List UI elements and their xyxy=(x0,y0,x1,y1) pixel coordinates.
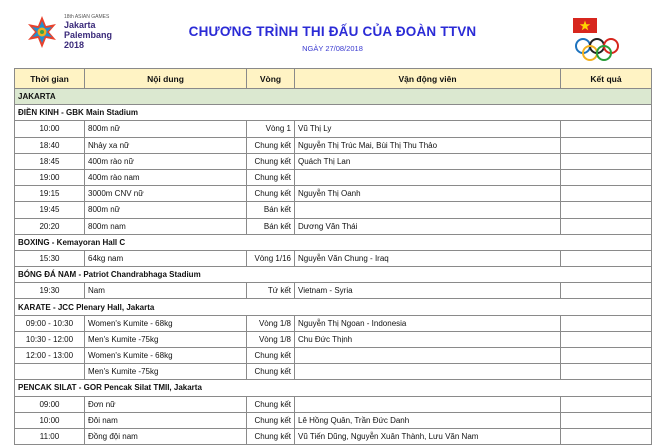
athlete-cell xyxy=(295,348,561,364)
athlete-cell xyxy=(295,364,561,380)
athlete-cell: Quách Thị Lan xyxy=(295,153,561,169)
result-cell xyxy=(561,218,652,234)
header-time: Thời gian xyxy=(15,69,85,89)
table-row xyxy=(15,250,652,266)
result-cell xyxy=(561,137,652,153)
time-cell: 12:00 - 13:00 xyxy=(15,348,85,364)
table-row xyxy=(15,121,652,137)
table-row xyxy=(15,202,652,218)
athlete-cell: Dương Văn Thái xyxy=(295,218,561,234)
event-cell: Đồng đội nam xyxy=(85,428,247,444)
table-row xyxy=(15,186,652,202)
venue-label: BOXING - Kemayoran Hall C xyxy=(15,234,652,250)
table-row xyxy=(15,169,652,185)
round-cell: Chung kết xyxy=(247,396,295,412)
time-cell: 09:00 xyxy=(15,396,85,412)
time-cell: 10:00 xyxy=(15,121,85,137)
event-cell: Đôi nam xyxy=(85,412,247,428)
round-cell: Vòng 1 xyxy=(247,121,295,137)
athlete-cell: Nguyễn Thị Oanh xyxy=(295,186,561,202)
venue-row xyxy=(15,380,652,396)
time-cell: 19:45 xyxy=(15,202,85,218)
logo-city-2: Palembang xyxy=(64,30,113,40)
logo-edition: 18th ASIAN GAMES xyxy=(64,14,110,20)
time-cell: 19:00 xyxy=(15,169,85,185)
round-cell: Tứ kết xyxy=(247,283,295,299)
round-cell: Chung kết xyxy=(247,348,295,364)
result-cell xyxy=(561,283,652,299)
table-row xyxy=(15,331,652,347)
table-row xyxy=(15,315,652,331)
header-event: Nội dung xyxy=(85,69,247,89)
round-cell: Vòng 1/16 xyxy=(247,250,295,266)
athlete-cell: Nguyễn Thị Trúc Mai, Bùi Thị Thu Thảo xyxy=(295,137,561,153)
table-row xyxy=(15,396,652,412)
event-cell: Men's Kumite -75kg xyxy=(85,331,247,347)
result-cell xyxy=(561,348,652,364)
event-cell: Men's Kumite -75kg xyxy=(85,364,247,380)
event-cell: 64kg nam xyxy=(85,250,247,266)
result-cell xyxy=(561,396,652,412)
round-cell: Vòng 1/8 xyxy=(247,331,295,347)
event-cell: Women's Kumite - 68kg xyxy=(85,348,247,364)
time-cell: 18:40 xyxy=(15,137,85,153)
venue-label: ĐIỀN KINH - GBK Main Stadium xyxy=(15,105,652,121)
athlete-cell: Chu Đức Thịnh xyxy=(295,331,561,347)
section-row xyxy=(15,89,652,105)
round-cell: Chung kết xyxy=(247,412,295,428)
time-cell xyxy=(15,364,85,380)
round-cell: Bán kết xyxy=(247,218,295,234)
logo-city-1: Jakarta xyxy=(64,20,96,30)
table-row xyxy=(15,428,652,444)
athlete-cell: Vũ Thị Ly xyxy=(295,121,561,137)
table-row xyxy=(15,348,652,364)
result-cell xyxy=(561,331,652,347)
schedule-table xyxy=(14,68,652,445)
table-row xyxy=(15,218,652,234)
event-cell: 800m nữ xyxy=(85,121,247,137)
header-athlete: Vận động viên xyxy=(295,69,561,89)
table-row xyxy=(15,153,652,169)
result-cell xyxy=(561,250,652,266)
round-cell: Chung kết xyxy=(247,428,295,444)
round-cell: Chung kết xyxy=(247,137,295,153)
venue-label: PENCAK SILAT - GOR Pencak Silat TMII, Jakarta xyxy=(15,380,652,396)
round-cell: Chung kết xyxy=(247,364,295,380)
table-body xyxy=(15,89,652,445)
event-cell: 800m nam xyxy=(85,218,247,234)
result-cell xyxy=(561,315,652,331)
athlete-cell: Nguyễn Văn Chung - Iraq xyxy=(295,250,561,266)
round-cell: Chung kết xyxy=(247,169,295,185)
result-cell xyxy=(561,169,652,185)
time-cell: 11:00 xyxy=(15,428,85,444)
venue-label: KARATE - JCC Plenary Hall, Jakarta xyxy=(15,299,652,315)
table-row xyxy=(15,283,652,299)
time-cell: 19:15 xyxy=(15,186,85,202)
event-cell: 3000m CNV nữ xyxy=(85,186,247,202)
event-cell: Women's Kumite - 68kg xyxy=(85,315,247,331)
venue-row xyxy=(15,234,652,250)
event-cell: 800m nữ xyxy=(85,202,247,218)
athlete-cell xyxy=(295,396,561,412)
athlete-cell: Vũ Tiến Dũng, Nguyễn Xuân Thành, Lưu Văn Nam xyxy=(295,428,561,444)
logo-year: 2018 xyxy=(64,40,85,50)
table-row xyxy=(15,364,652,380)
page-date: NGÀY 27/08/2018 xyxy=(302,44,363,53)
table-row xyxy=(15,137,652,153)
time-cell: 20:20 xyxy=(15,218,85,234)
round-cell: Chung kết xyxy=(247,186,295,202)
event-cell: Nam xyxy=(85,283,247,299)
venue-row xyxy=(15,299,652,315)
time-cell: 18:45 xyxy=(15,153,85,169)
venue-row xyxy=(15,267,652,283)
result-cell xyxy=(561,121,652,137)
round-cell: Bán kết xyxy=(247,202,295,218)
table-row xyxy=(15,412,652,428)
athlete-cell xyxy=(295,169,561,185)
result-cell xyxy=(561,186,652,202)
athlete-cell: Nguyễn Thị Ngoan - Indonesia xyxy=(295,315,561,331)
event-cell: Đơn nữ xyxy=(85,396,247,412)
result-cell xyxy=(561,412,652,428)
venue-label: BÓNG ĐÁ NAM - Patriot Chandrabhaga Stadium xyxy=(15,267,652,283)
result-cell xyxy=(561,153,652,169)
round-cell: Vòng 1/8 xyxy=(247,315,295,331)
header-result: Kết quả xyxy=(561,69,652,89)
table-header-row xyxy=(15,69,652,89)
time-cell: 19:30 xyxy=(15,283,85,299)
athlete-cell: Lê Hồng Quân, Trần Đức Danh xyxy=(295,412,561,428)
section-label: JAKARTA xyxy=(15,89,652,105)
event-cell: 400m rào nam xyxy=(85,169,247,185)
time-cell: 09:00 - 10:30 xyxy=(15,315,85,331)
event-cell: 400m rào nữ xyxy=(85,153,247,169)
time-cell: 10:30 - 12:00 xyxy=(15,331,85,347)
event-cell: Nhảy xa nữ xyxy=(85,137,247,153)
athlete-cell: Vietnam - Syria xyxy=(295,283,561,299)
header-round: Vòng xyxy=(247,69,295,89)
result-cell xyxy=(561,202,652,218)
result-cell xyxy=(561,428,652,444)
athlete-cell xyxy=(295,202,561,218)
venue-row xyxy=(15,105,652,121)
page-title: CHƯƠNG TRÌNH THI ĐẤU CỦA ĐOÀN TTVN xyxy=(188,24,477,39)
time-cell: 15:30 xyxy=(15,250,85,266)
vietnam-olympic-flag-icon xyxy=(571,16,623,64)
time-cell: 10:00 xyxy=(15,412,85,428)
result-cell xyxy=(561,364,652,380)
round-cell: Chung kết xyxy=(247,153,295,169)
